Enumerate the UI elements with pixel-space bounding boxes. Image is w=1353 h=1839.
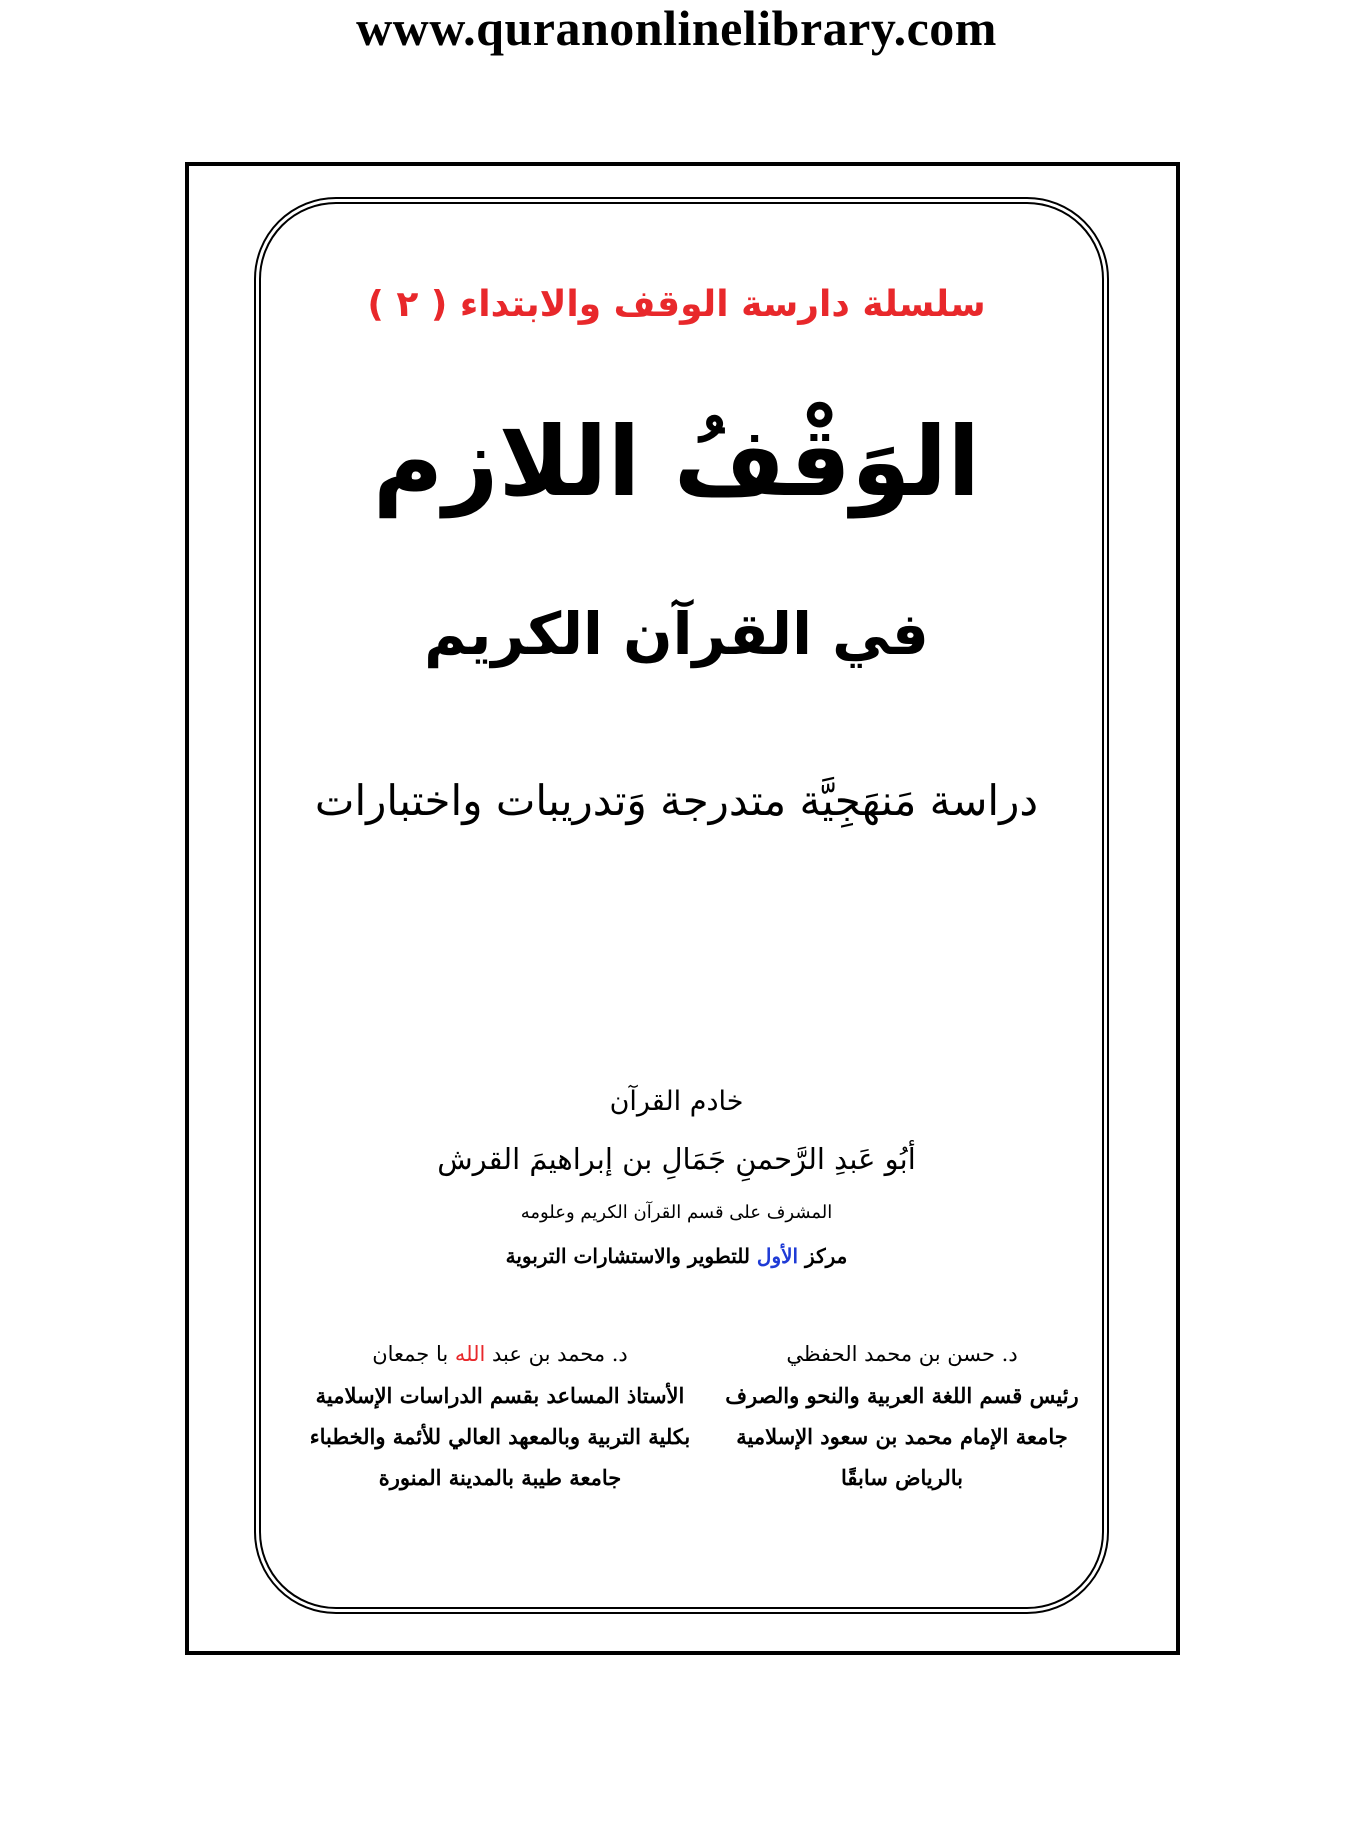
author-center [0, 1244, 1353, 1268]
series-title: سلسلة دارسة الوقف والابتداء ( ٢ ) [367, 284, 986, 325]
reviewer-1-name: د. حسن بن محمد الحفظي [786, 1342, 1018, 1366]
author-center-accent: الأول [756, 1244, 799, 1268]
reviewer-1-line-3: بالرياض سابقًا [840, 1465, 964, 1490]
author-role: خادم القرآن [609, 1086, 744, 1117]
reviewer-2 [290, 1334, 710, 1498]
book-tagline: دراسة مَنهَجِيَّة متدرجة وَتدريبات واختبارات [314, 776, 1039, 825]
reviewer-2-name-prefix: د. محمد بن عبد [492, 1342, 628, 1366]
author-name: أبُو عَبدِ الرَّحمنِ جَمَالِ بن إبراهيمَ القرش [437, 1142, 916, 1176]
reviewer-2-name-suffix: با جمعان [372, 1342, 449, 1366]
author-position: المشرف على قسم القرآن الكريم وعلومه [520, 1202, 833, 1223]
reviewer-2-line-1: الأستاذ المساعد بقسم الدراسات الإسلامية [315, 1383, 685, 1408]
author-center-suffix: للتطوير والاستشارات التربوية [505, 1244, 750, 1268]
author-center-prefix: مركز [805, 1244, 848, 1268]
book-subtitle: في القرآن الكريم [424, 600, 929, 668]
reviewer-2-name-accent: الله [454, 1342, 486, 1366]
book-title: الوَقْفُ اللازم [372, 406, 981, 518]
website-url: www.quranonlinelibrary.com [356, 0, 997, 56]
reviewer-1-line-1: رئيس قسم اللغة العربية والنحو والصرف [725, 1383, 1079, 1408]
reviewer-2-name [290, 1334, 710, 1375]
reviewer-2-line-2: بكلية التربية وبالمعهد العالي للأئمة والخطباء [309, 1424, 691, 1449]
reviewer-2-line-3: جامعة طيبة بالمدينة المنورة [378, 1465, 622, 1490]
reviewer-1 [712, 1334, 1092, 1498]
reviewer-1-line-2: جامعة الإمام محمد بن سعود الإسلامية [736, 1424, 1068, 1449]
